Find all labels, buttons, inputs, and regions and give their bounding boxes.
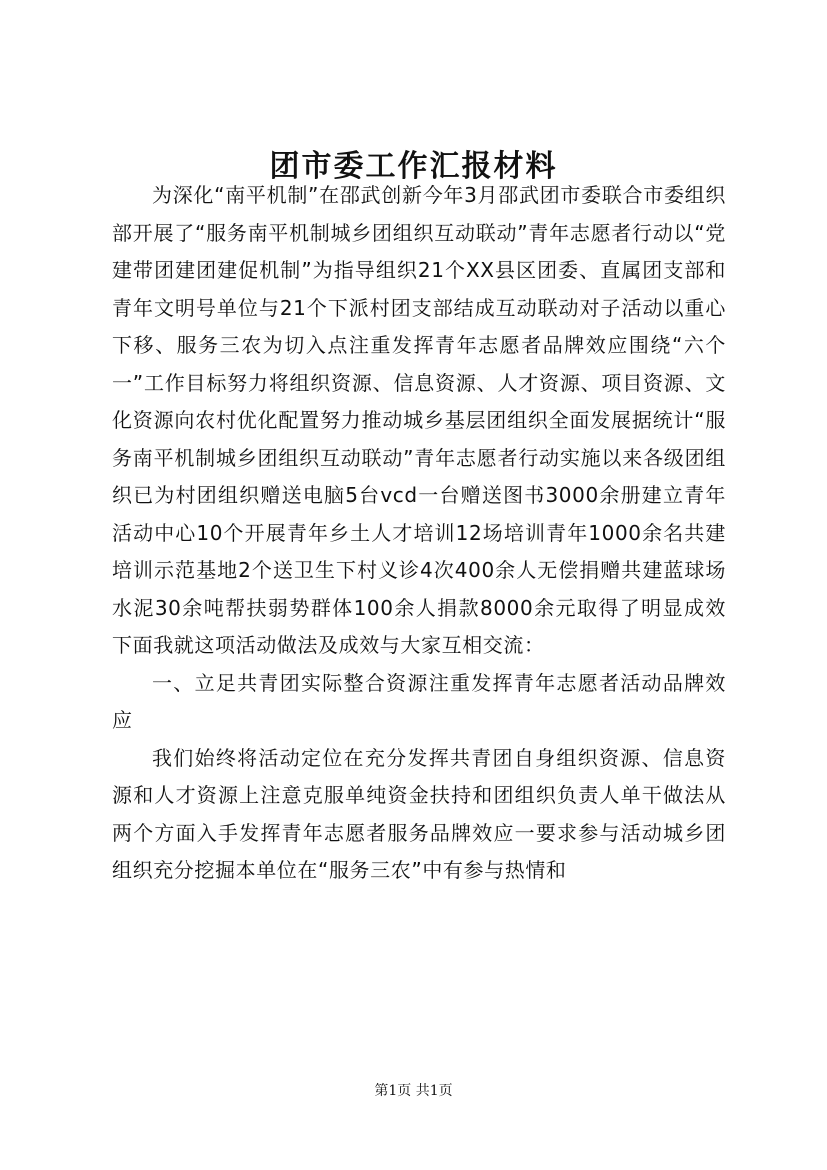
paragraph-section-body: 我们始终将活动定位在充分发挥共青团自身组织资源、信息资源和人才资源上注意克服单纯资金扶持和团组织负责人单干做法从两个方面入手发挥青年志愿者服务品牌效应一要求参与活动城乡团组织充分挖掘本单位在“服务三农”中有参与热情和 bbox=[112, 745, 726, 882]
document-body bbox=[112, 177, 726, 890]
paragraph-section-heading: 一、立足共青团实际整合资源注重发挥青年志愿者活动品牌效应 bbox=[112, 670, 726, 732]
paragraph-intro: 为深化“南平机制”在邵武创新今年3月邵武团市委联合市委组织部开展了“服务南平机制城乡团组织互动联动”青年志愿者行动以“党建带团建团建促机制”为指导组织21个XX县区团委、直属团支部和青年文明号单位与21个下派村团支部结成互动联动对子活动以重心下移、服务三农为切入点注重发挥青年志愿者品牌效应围绕“六个一”工作目标努力将组织资源、信息资源、人才资源、项目资源、文化资源向农村优化配置努力推动城乡基层团组织全面发展据统计“服务南平机制城乡团组织互动联动”青年志愿者行动实施以来各级团组织已为村团组织赠送电脑5台vcd一台赠送图书3000余册建立青年活动中心10个开展青年乡土人才培训12场培训青年1000余名共建培训示范基地2个送卫生下村义诊4次400余人无偿捐赠共建蓝球场水泥30余吨帮扶弱势群体100余人捐款8000余元取得了明显成效下面我就这项活动做法及成效与大家互相交流： bbox=[112, 183, 726, 657]
document-title: 团市委工作汇报材料 bbox=[269, 149, 558, 184]
page-footer: 第1页 共1页 bbox=[374, 1083, 453, 1099]
